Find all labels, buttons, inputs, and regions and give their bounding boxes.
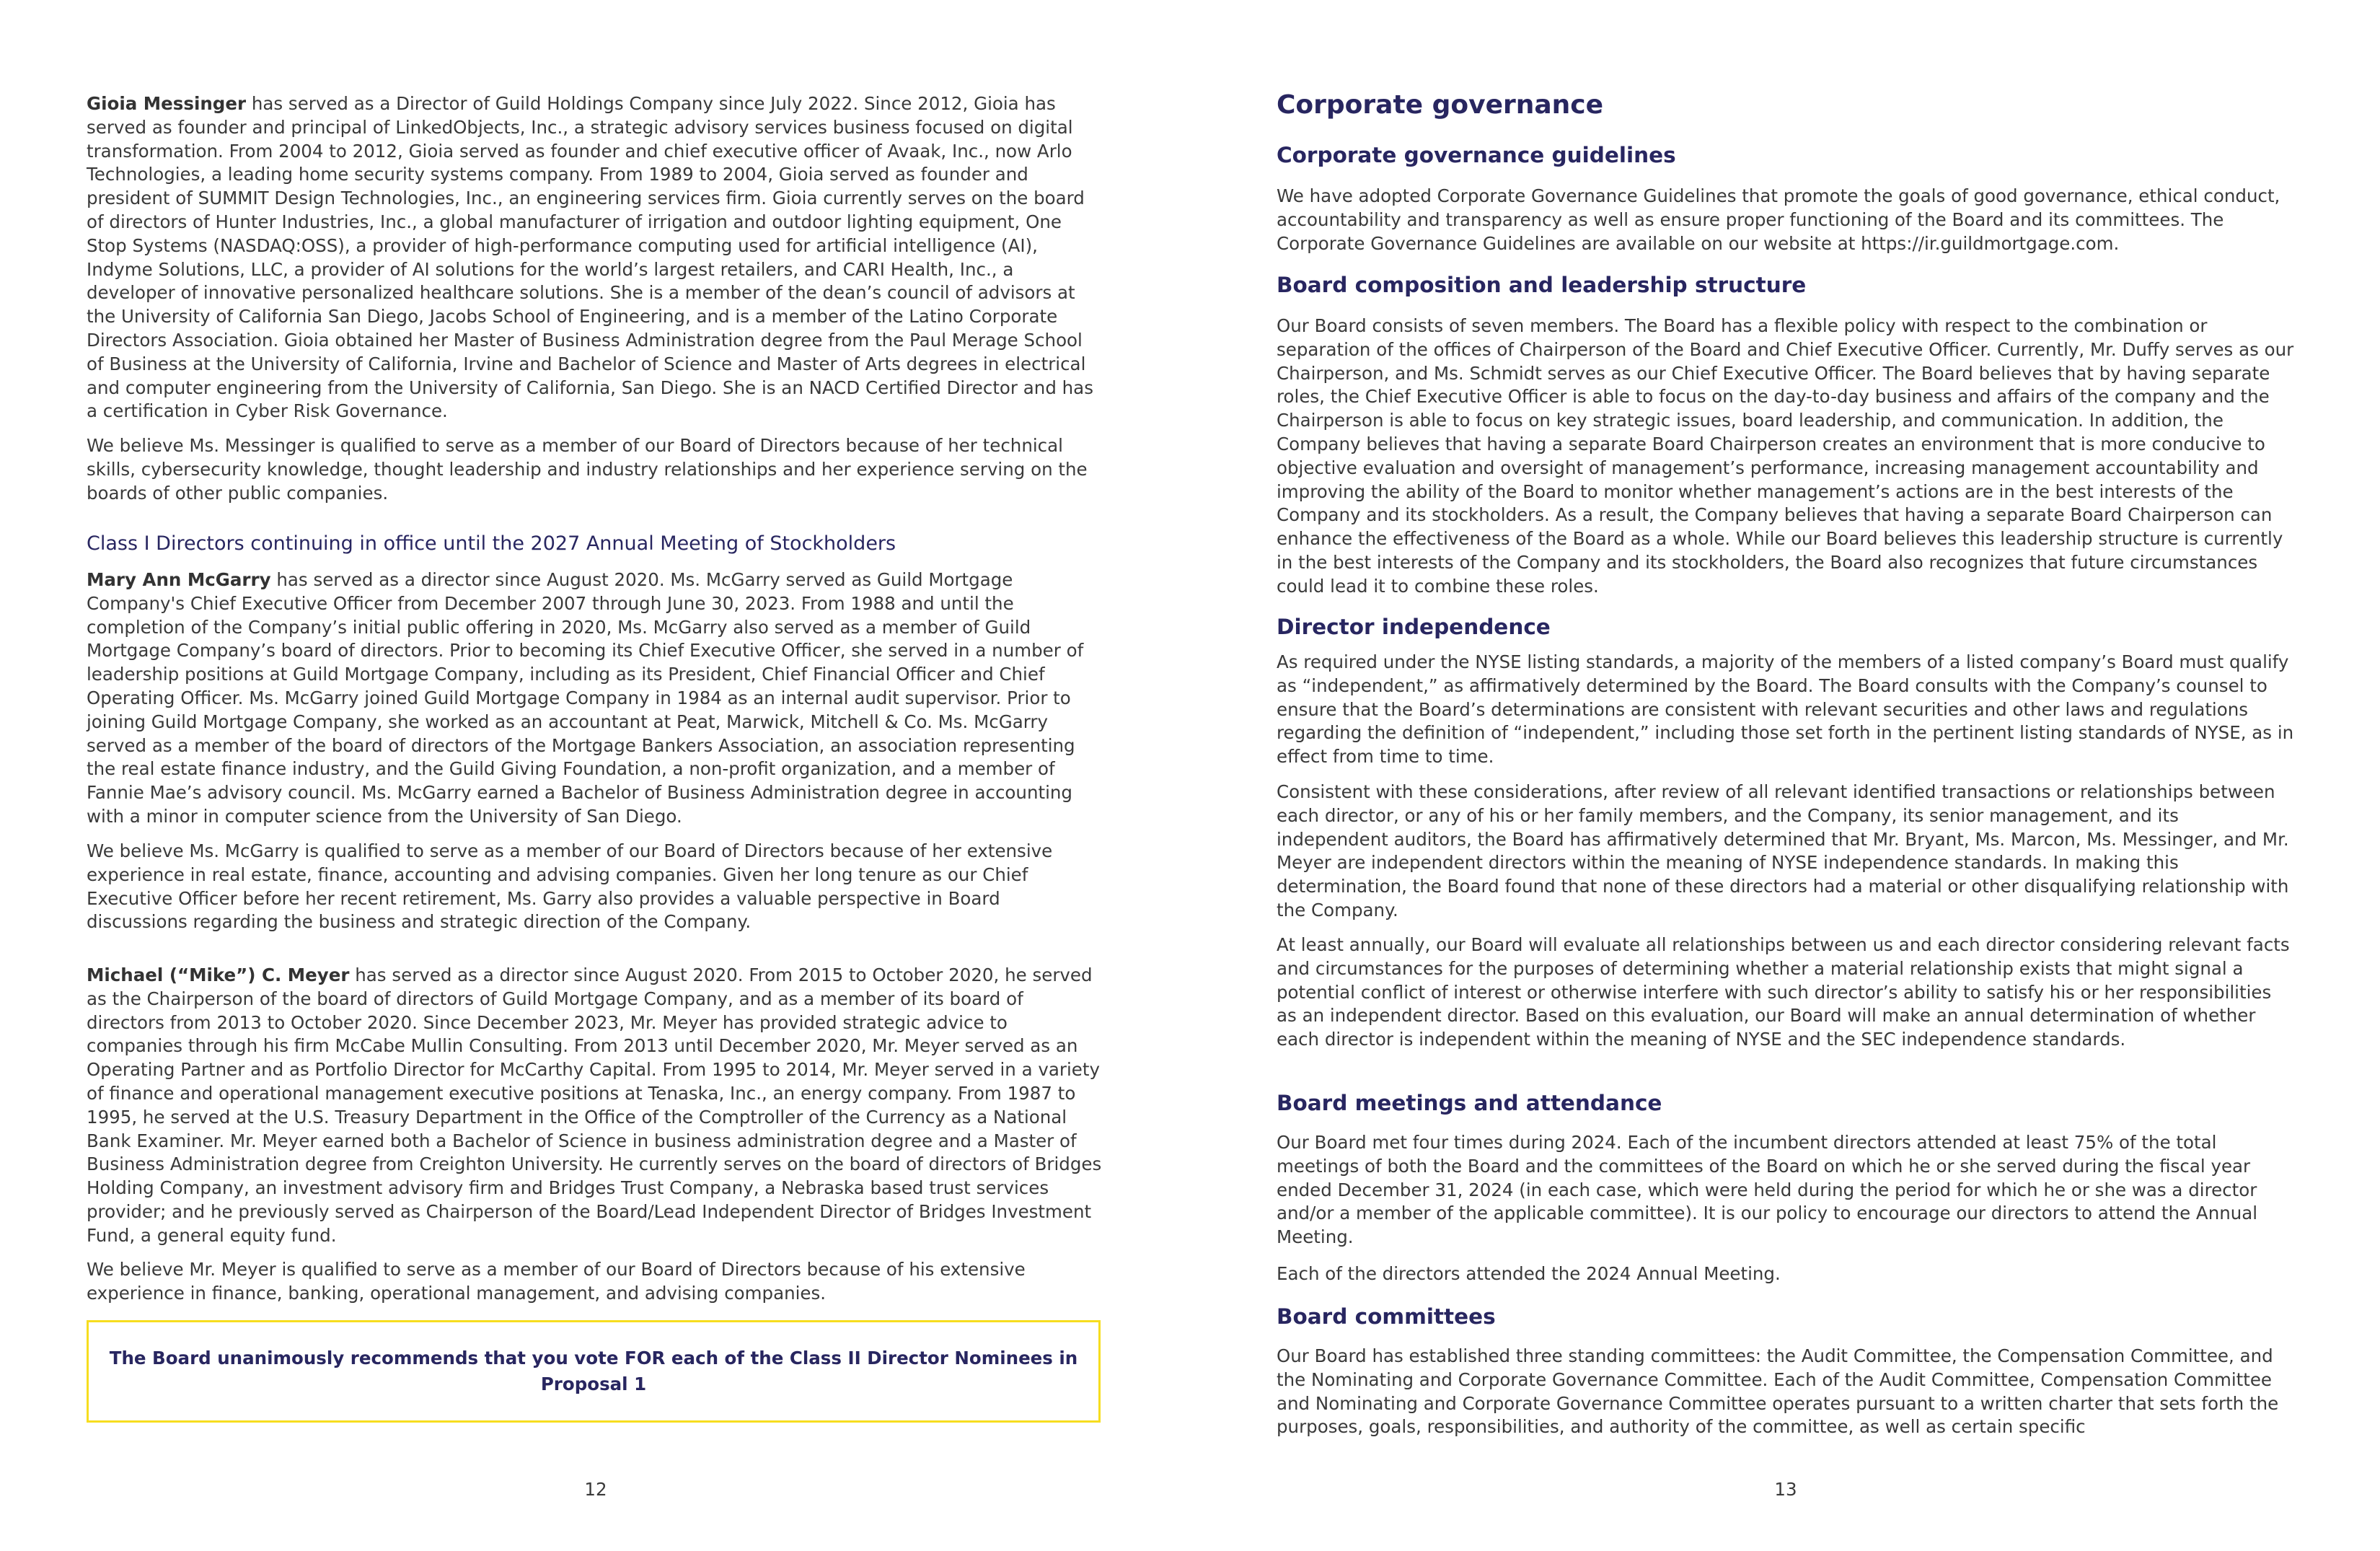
- section-composition-body: Our Board consists of seven members. The Board has a flexible policy with respect to the combination or separation of the offices of Chairperson of the Board and Chief Executive Officer. Currently, Mr. Duffy serves as our Chairperson, and Ms. Schmidt serves as our Chief Executive Officer. The Board believes that by having separate roles, the Chief Executive Officer is able to focus on the day-to-day business and affairs of the company and the Chairperson is able to focus on key strategic issues, board leadership, and communication. In addition, the Company believes that having a separate Board Chairperson creates an environment that is more conducive to objective evaluation and oversight of management’s performance, increasing management accountability and improving the ability of the Board to monitor whether management’s actions are in the best interests of the Company and its stockholders. As a result, the Company believes that having a separate Board Chairperson can enhance the effectiveness of the Board as a whole. While our Board believes this leadership structure is currently in the best interests of the Company and its stockholders, the Board also recognizes that future circumstances could lead it to combine these roles.: [1277, 315, 2294, 597]
- section-committees-body: Our Board has established three standing committees: the Audit Committee, the Compensation Committee, and the Nominating and Corporate Governance Committee. Each of the Audit Committee, Compensation Committee and Nominating and Corporate Governance Committee operates pursuant to a written charter that sets forth the purposes, goals, responsibilities, and authority of the committee, as well as certain specific: [1277, 1345, 2279, 1438]
- section-composition-heading: Board composition and leadership structure: [1277, 273, 1807, 297]
- director-name: Gioia Messinger: [87, 93, 247, 114]
- director-name: Mary Ann McGarry: [87, 569, 271, 590]
- page-13: [1277, 0, 2295, 1551]
- bio-paragraph: Gioia Messinger has served as a Director of Guild Holdings Company since July 2022. Since 2012, Gioia has served as founder and principal of LinkedObjects, Inc., a strategic advisory services business focused on digital transformation. From 2004 to 2012, Gioia served as founder and chief executive officer of Avaak, Inc., now Arlo Technologies, a leading home security systems company. From 1989 to 2004, Gioia served as founder and president of SUMMIT Design Technologies, Inc., an engineering services firm. Gioia currently serves on the board of directors of Hunter Industries, Inc., a global manufacturer of irrigation and outdoor lighting equipment, One Stop Systems (NASDAQ:OSS), a provider of high-performance computing used for artificial intelligence (AI), Indyme Solutions, LLC, a provider of AI solutions for the world’s largest retailers, and CARI Health, Inc., a developer of innovative personalized healthcare solutions. She is a member of the dean’s council of advisors at the University of California San Diego, Jacobs School of Engineering, and is a member of the Latino Corporate Directors Association. Gioia obtained her Master of Business Administration degree from the Paul Merage School of Business at the University of California, Irvine and Bachelor of Science and Master of Arts degrees in electrical and computer engineering from the University of California, San Diego. She is an NACD Certified Director and has a certification in Cyber Risk Governance.: [87, 93, 1093, 422]
- recommendation-callout: The Board unanimously recommends that you vote FOR each of the Class II Director Nominees in Proposal 1: [87, 1320, 1101, 1423]
- class-heading: Class I Directors continuing in office until the 2027 Annual Meeting of Stockholders: [87, 532, 896, 555]
- section-meetings-body-1: Our Board met four times during 2024. Each of the incumbent directors attended at least 75% of the total meetings of both the Board and the committees of the Board on which he or she served during the fiscal year ended December 31, 2024 (in each case, which were held during the period for which he or she was a director and/or a member of the applicable committee). It is our policy to encourage our directors to attend the Annual Meeting.: [1277, 1132, 2258, 1248]
- section-meetings-heading: Board meetings and attendance: [1277, 1091, 1662, 1115]
- qualification-mcgarry: We believe Ms. McGarry is qualified to serve as a member of our Board of Directors because of her extensive experience in real estate, finance, accounting and advising companies. Given her long tenure as our Chief Executive Officer before her recent retirement, Ms. Garry also provides a valuable perspective in Board discussions regarding the business and strategic direction of the Company.: [87, 840, 1053, 933]
- section-independence-heading: Director independence: [1277, 615, 1551, 639]
- section-meetings-body-2: Each of the directors attended the 2024 Annual Meeting.: [1277, 1263, 1781, 1284]
- section-guidelines-heading: Corporate governance guidelines: [1277, 143, 1676, 167]
- section-independence-body-2: Consistent with these considerations, after review of all relevant identified transactions or relationships between each director, or any of his or her family members, and the Company, its senior management, and its independent auditors, the Board has affirmatively determined that Mr. Bryant, Ms. Marcon, Ms. Messinger, and Mr. Meyer are independent directors within the meaning of NYSE independence standards. In making this determination, the Board found that none of these directors had a material or other disqualifying relationship with the Company.: [1277, 781, 2289, 921]
- bio-paragraph: Michael (“Mike”) C. Meyer has served as a director since August 2020. From 2015 to October 2020, he served as the Chairperson of the board of directors of Guild Mortgage Company, and as a member of its board of directors from 2013 to October 2020. Since December 2023, Mr. Meyer has provided strategic advice to companies through his firm McCabe Mullin Consulting. From 2013 until December 2020, Mr. Meyer served as an Operating Partner and as Portfolio Director for McCarthy Capital. From 1995 to 2014, Mr. Meyer served in a variety of finance and operational management executive positions at Tenaska, Inc., an energy company. From 1987 to 1995, he served at the U.S. Treasury Department in the Office of the Comptroller of the Currency as a National Bank Examiner. Mr. Meyer earned both a Bachelor of Science in business administration degree and a Master of Business Administration degree from Creighton University. He currently serves on the board of directors of Bridges Holding Company, an investment advisory firm and Bridges Trust Company, a Nebraska based trust services provider; and he previously served as Chairperson of the Board/Lead Independent Director of Bridges Investment Fund, a general equity fund.: [87, 965, 1102, 1246]
- section-guidelines-body: We have adopted Corporate Governance Guidelines that promote the goals of good governance, ethical conduct, accountability and transparency as well as ensure proper functioning of the Board and its committees. The Corporate Governance Guidelines are available on our website at https://ir.guildmortgage.com.: [1277, 185, 2280, 254]
- qualification-meyer: We believe Mr. Meyer is qualified to serve as a member of our Board of Directors because of his extensive experience in finance, banking, operational management, and advising companies.: [87, 1259, 1026, 1304]
- page-number: 13: [1774, 1479, 1797, 1500]
- section-independence-body-3: At least annually, our Board will evaluate all relationships between us and each director considering relevant facts and circumstances for the purposes of determining whether a material relationship exists that might signal a potential conflict of interest or otherwise interfere with such director’s ability to satisfy his or her responsibilities as an independent director. Based on this evaluation, our Board will make an annual determination of whether each director is independent within the meaning of NYSE and the SEC independence standards.: [1277, 934, 2290, 1050]
- section-committees-heading: Board committees: [1277, 1304, 1496, 1329]
- director-name: Michael (“Mike”) C. Meyer: [87, 965, 350, 985]
- bio-paragraph: Mary Ann McGarry has served as a director since August 2020. Ms. McGarry served as Guild Mortgage Company's Chief Executive Officer from December 2007 through June 30, 2023. From 1988 and until the completion of the Company’s initial public offering in 2020, Ms. McGarry also served as a member of Guild Mortgage Company’s board of directors. Prior to becoming its Chief Executive Officer, she served in a number of leadership positions at Guild Mortgage Company, including as its President, Chief Financial Officer and Chief Operating Officer. Ms. McGarry joined Guild Mortgage Company in 1984 as an internal audit supervisor. Prior to joining Guild Mortgage Company, she worked as an accountant at Peat, Marwick, Mitchell & Co. Ms. McGarry served as a member of the board of directors of the Mortgage Bankers Association, an association representing the real estate finance industry, and the Guild Giving Foundation, a non-profit organization, and a member of Fannie Mae’s advisory council. Ms. McGarry earned a Bachelor of Business Administration degree in accounting with a minor in computer science from the University of San Diego.: [87, 569, 1084, 827]
- page-12: [87, 0, 1105, 1551]
- director-bio-mcgarry: [87, 568, 1105, 829]
- qualification-messinger: We believe Ms. Messinger is qualified to serve as a member of our Board of Directors because of her technical skills, cybersecurity knowledge, thought leadership and industry relationships and her experience serving on the boards of other public companies.: [87, 435, 1088, 504]
- page-title: Corporate governance: [1277, 90, 1604, 120]
- page-number: 12: [584, 1479, 607, 1500]
- director-bio-messinger: [87, 92, 1105, 423]
- director-bio-meyer: [87, 964, 1105, 1248]
- section-independence-body-1: As required under the NYSE listing standards, a majority of the members of a listed company’s Board must qualify as “independent,” as affirmatively determined by the Board. The Board consults with the Company’s counsel to ensure that the Board’s determinations are consistent with relevant securities and other laws and regulations regarding the definition of “independent,” including those set forth in the pertinent listing standards of NYSE, as in effect from time to time.: [1277, 651, 2294, 768]
